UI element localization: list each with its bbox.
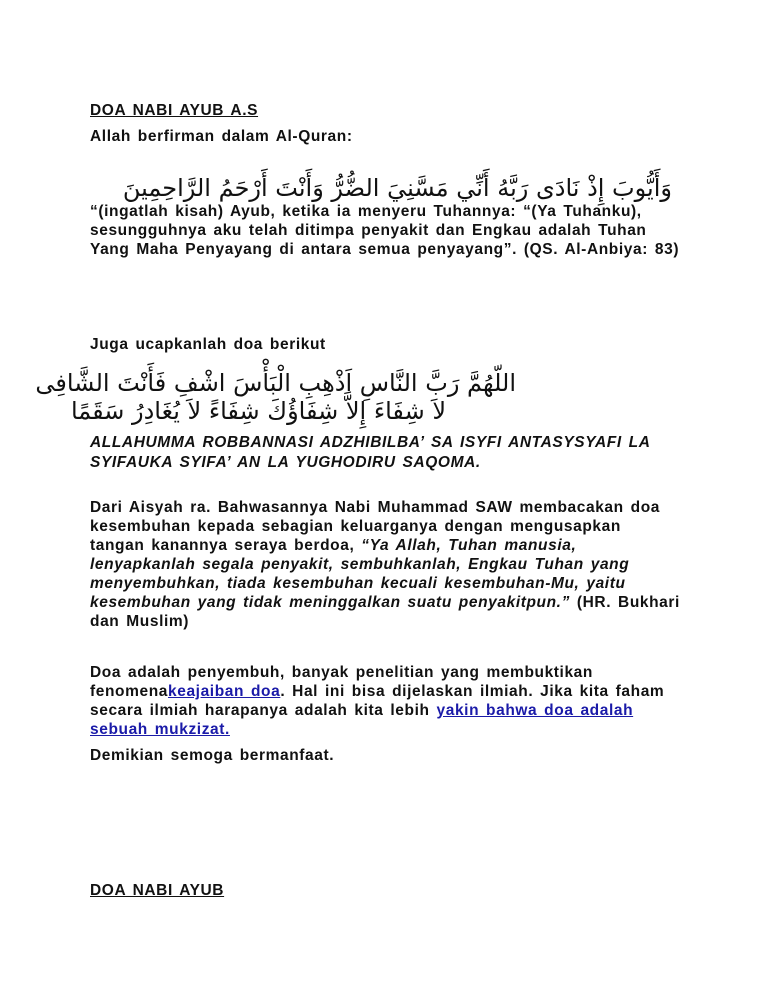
section-title: DOA NABI AYUB A.S: [90, 102, 259, 119]
prayer-intro: Juga ucapkanlah doa berikut: [90, 336, 326, 353]
transliteration: ALLAHUMMA ROBBANNASI ADZHIBILBA’ SA ISYFI ANTASYSYAFI LA SYIFAUKA SYIFA’ AN LA YUGHODIRU SAQOMA.: [90, 434, 650, 471]
hadith-source: (HR. Bukhari dan Muslim): [90, 594, 680, 630]
explanation-text-2: . Hal ini bisa dijelaskan ilmiah. Jika kita faham secara ilmiah harapanya adalah kita lebih: [90, 683, 665, 719]
verse-translation: “(ingatlah kisah) Ayub, ketika ia menyeru Tuhannya: “(Ya Tuhanku), sesungguhnya aku telah ditimpa penyakit dan Engkau adalah Tuhan Yang Maha Penyayang di antara semua penyayang”. (QS. Al-Anbiya: 83): [90, 203, 680, 258]
link-keajaiban-doa[interactable]: keajaiban doa: [168, 683, 281, 700]
hadith-intro: Dari Aisyah ra. Bahwasannya Nabi Muhammad SAW membacakan doa kesembuhan kepada sebagian keluarganya dengan mengusapkan tangan kanannya seraya berdoa,: [90, 499, 660, 554]
section-title-2: DOA NABI AYUB: [90, 882, 225, 899]
arabic-verse: وَأَيُّوبَ إِذْ نَادَى رَبَّهُ أَنِّي مَسَّنِيَ الضُّرُّ وَأَنْتَ أَرْحَمُ الرَّاحِمِينَ: [122, 174, 672, 202]
explanation-text-1: Doa adalah penyembuh, banyak penelitian yang membuktikan fenomena: [90, 664, 593, 700]
link-mukzizat[interactable]: yakin bahwa doa adalah sebuah mukzizat.: [90, 702, 634, 738]
arabic-prayer-line-2: لاَ شِفَاءَ إِلاَّ شِفَاؤُكَ شِفَاءً لاَ يُغَادِرُ سَقَمًا: [70, 397, 446, 425]
hadith-quote: “Ya Allah, Tuhan manusia, lenyapkanlah segala penyakit, sembuhkanlah, Engkau Tuhan yang menyembuhkan, tiada kesembuhan kecuali kesembuhan-Mu, yaitu kesembuhan yang tidak meninggalkan suatu penyakitpun.”: [90, 537, 630, 611]
intro-text: Allah berfirman dalam Al-Quran:: [90, 128, 353, 145]
explanation-paragraph: [90, 663, 680, 739]
arabic-prayer-line-1: اللّهُمَّ رَبَّ النَّاسِ اَذْهِبِ الْبَأْسَ اشْفِ فَأَنْتَ الشَّافِى: [35, 369, 516, 397]
hadith-paragraph: [90, 498, 680, 631]
closing-text: Demikian semoga bermanfaat.: [90, 747, 335, 764]
